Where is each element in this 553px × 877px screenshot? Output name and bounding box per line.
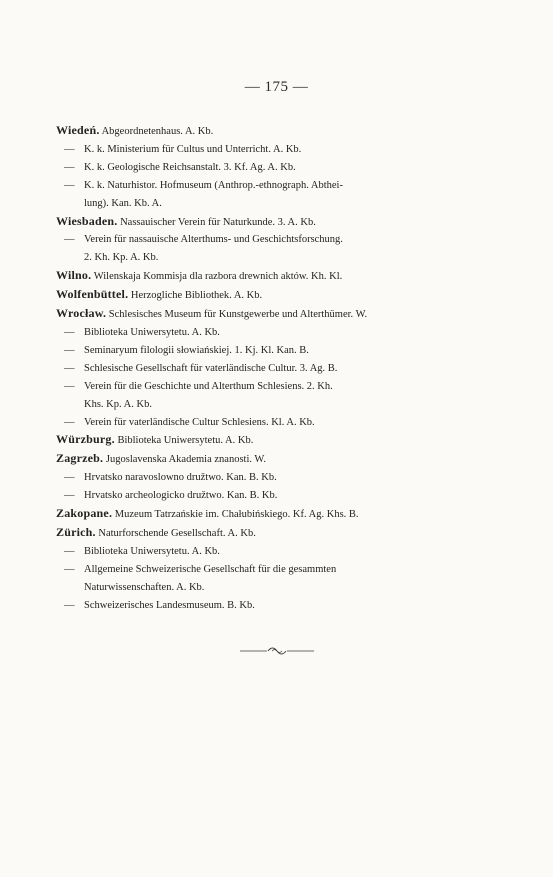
institution-entry [56,177,461,213]
city-entry [56,267,461,286]
institution-text: Seminaryum filologii słowiańskiej. 1. Kj. Kl. Kan. B. [84,344,309,356]
continuation-text: Naturwissenschaften. A. Kb. [84,581,205,593]
city-entry [56,431,461,450]
institution-entry [56,414,461,432]
city-entry [56,286,461,305]
city-entry [56,524,461,543]
city-entry [56,122,461,141]
ditto-dash: — [64,179,75,191]
institution-text: Naturforschende Gesellschaft. A. Kb. [98,527,256,539]
city-name: Zagrzeb. [56,451,104,466]
institution-entry [56,324,461,342]
city-name: Würzburg. [56,432,115,447]
page-number: — 175 — [244,79,309,95]
institution-text: Biblioteka Uniwersytetu. A. Kb. [117,435,254,447]
ditto-dash: — [64,143,75,155]
institution-text: Allgemeine Schweizerische Gesellschaft für die gesammten [84,563,337,575]
city-entry [56,450,461,469]
ditto-dash: — [64,563,75,575]
institution-entry [56,543,461,561]
city-name: Wiesbaden. [56,213,118,228]
institution-text: Verein für die Geschichte und Alterthum Schlesiens. 2. Kh. [84,380,333,392]
ditto-dash: — [64,234,75,246]
institution-entry [56,597,461,615]
institution-text: K. k. Geologische Reichsanstalt. 3. Kf. Ag. A. Kb. [84,161,296,173]
city-entry [56,213,461,232]
institution-text: Schlesisches Museum für Kunstgewerbe und Alterthümer. W. [108,309,368,321]
institution-text: Schweizerisches Landesmuseum. B. Kb. [84,599,255,611]
city-name: Wolfenbüttel. [56,287,129,302]
institution-entry [56,141,461,159]
institution-entry [56,360,461,378]
ditto-dash: — [64,545,75,557]
continuation-text: Khs. Kp. A. Kb. [84,398,152,410]
continuation-text: 2. Kh. Kp. A. Kb. [84,252,159,264]
ditto-dash: — [64,380,75,392]
city-entry [56,505,461,524]
city-name: Wilno. [56,268,92,283]
ditto-dash: — [64,472,75,484]
institution-text: Herzogliche Bibliothek. A. Kb. [130,290,263,302]
institution-text: Hrvatsko naravoslowno družtwo. Kan. B. Kb. [84,472,277,484]
ditto-dash: — [64,362,75,374]
institution-text: K. k. Naturhistor. Hofmuseum (Anthrop.-ethnograph. Abthei- [84,179,343,191]
ditto-dash: — [64,344,75,356]
city-name: Zakopane. [56,506,113,521]
city-name: Wrocław. [56,306,107,321]
institution-text: Biblioteka Uniwersytetu. A. Kb. [84,545,220,557]
decorative-rule [0,647,553,655]
institution-text: Abgeordnetenhaus. A. Kb. [101,126,214,137]
institution-entry [56,469,461,487]
institution-entry [56,342,461,360]
institution-text: Jugoslavenska Akademia znanosti. W. [105,454,266,466]
institution-entry [56,487,461,505]
institution-text: Wilenskaja Kommisja dla razbora drewnich aktów. Kh. Kl. [93,271,343,283]
entry-list [56,122,461,614]
institution-text: Verein für nassauische Alterthums- und Geschichtsforschung. [84,234,343,246]
institution-text: Nassauischer Verein für Naturkunde. 3. A. Kb. [120,216,316,228]
institution-entry [56,159,461,177]
institution-text: Hrvatsko archeologicko družtwo. Kan. B. Kb. [84,490,278,502]
institution-entry [56,378,461,414]
institution-text: Biblioteka Uniwersytetu. A. Kb. [84,326,220,338]
institution-text: K. k. Ministerium für Cultus und Unterricht. A. Kb. [84,143,302,155]
ditto-dash: — [64,599,75,611]
ditto-dash: — [64,490,75,502]
city-name: Wiedeń. [56,123,100,137]
institution-text: Schlesische Gesellschaft für vaterländische Cultur. 3. Ag. B. [84,362,338,374]
institution-entry [56,231,461,267]
institution-entry [56,561,461,597]
city-name: Zürich. [56,524,96,539]
city-entry [56,305,461,324]
ditto-dash: — [64,326,75,338]
institution-text: Muzeum Tatrzańskie im. Chałubińskiego. Kf. Ag. Khs. B. [114,509,359,521]
institution-text: Verein für vaterländische Cultur Schlesiens. Kl. A. Kb. [84,416,315,428]
continuation-text: lung). Kan. Kb. A. [84,197,162,209]
ornament-icon [240,647,314,655]
ditto-dash: — [64,161,75,173]
ditto-dash: — [64,416,75,428]
